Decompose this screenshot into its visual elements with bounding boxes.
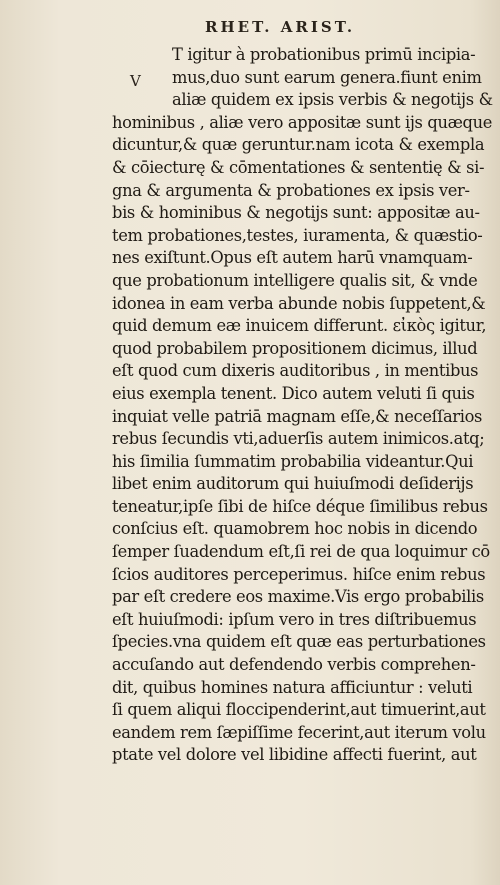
text-line: dit, quibus homines natura afficiuntur : veluti (112, 677, 473, 697)
text-line: conſcius eſt. quamobrem hoc nobis in dicendo (112, 519, 478, 539)
text-line: ſemper ſuadendum eſt,ſi rei de qua loquimur cō (112, 542, 490, 562)
text-line: inquiat velle patriā magnam eſſe,& neceſſarios (112, 406, 483, 426)
text-line: bis & hominibus & negotijs sunt: appositæ au- (112, 203, 480, 223)
text-line: hominibus , aliæ vero appositæ sunt ijs quæque (112, 112, 493, 132)
text-line: tem probationes,testes, iuramenta, & quæstio- (112, 225, 483, 245)
running-head: RHET. ARIST. (205, 18, 356, 36)
text-line: libet enim auditorum qui huiuſmodi deſiderijs (112, 474, 474, 494)
text-line: ptate vel dolore vel libidine affecti fuerint, aut (112, 745, 477, 765)
text-line: par eſt credere eos maxime.Vis ergo probabilis (112, 587, 484, 607)
text-line: ſi quem aliqui floccipenderint,aut timuerint,aut (112, 700, 486, 720)
text-line: ſcios auditores perceperimus. hiſce enim rebus (112, 564, 486, 584)
text-line: aliæ quidem ex ipsis verbis & negotijs & (172, 90, 493, 110)
text-line: eandem rem ſæpiſſime fecerint,aut iterum volu (112, 722, 486, 742)
text-line: rebus ſecundis vti,aduerſis autem inimicos.atq; (112, 429, 485, 449)
text-line: & cōiecturę & cōmentationes & sententię & si- (112, 157, 485, 177)
text-line: his ſimilia ſummatim probabilia videantur.Qui (112, 451, 474, 471)
text-line: eius exempla tenent. Dico autem veluti ſi quis (112, 383, 475, 403)
drop-cap-letter: V (130, 72, 141, 90)
text-line: gna & argumenta & probationes ex ipsis ver- (112, 180, 470, 200)
body-text (112, 44, 493, 767)
text-line: quid demum eæ inuicem differunt. εἰκὸς igitur, (112, 316, 487, 336)
text-line: mus,duo sunt earum genera.fiunt enim (172, 67, 482, 87)
text-line: ſpecies.vna quidem eſt quæ eas perturbationes (112, 632, 486, 652)
text-line: idonea in eam verba abunde nobis ſuppetent,& (112, 293, 486, 313)
text-line: eſt huiuſmodi: ipſum vero in tres diſtribuemus (112, 609, 477, 629)
text-line: T igitur à probationibus primū incipia- (172, 45, 476, 64)
text-line: que probationum intelligere qualis sit, & vnde (112, 270, 478, 290)
text-line: eſt quod cum dixeris auditoribus , in mentibus (112, 361, 479, 381)
text-line: quod probabilem propositionem dicimus, illud (112, 338, 478, 358)
text-line: nes exiſtunt.Opus eſt autem harū vnamquam- (112, 248, 473, 268)
text-line: teneatur,ipſe ſibi de hiſce déque ſimilibus rebus (112, 496, 488, 516)
text-line: dicuntur,& quæ geruntur.nam icota & exempla (112, 135, 485, 155)
text-line: accuſando aut defendendo verbis comprehen- (112, 655, 476, 675)
